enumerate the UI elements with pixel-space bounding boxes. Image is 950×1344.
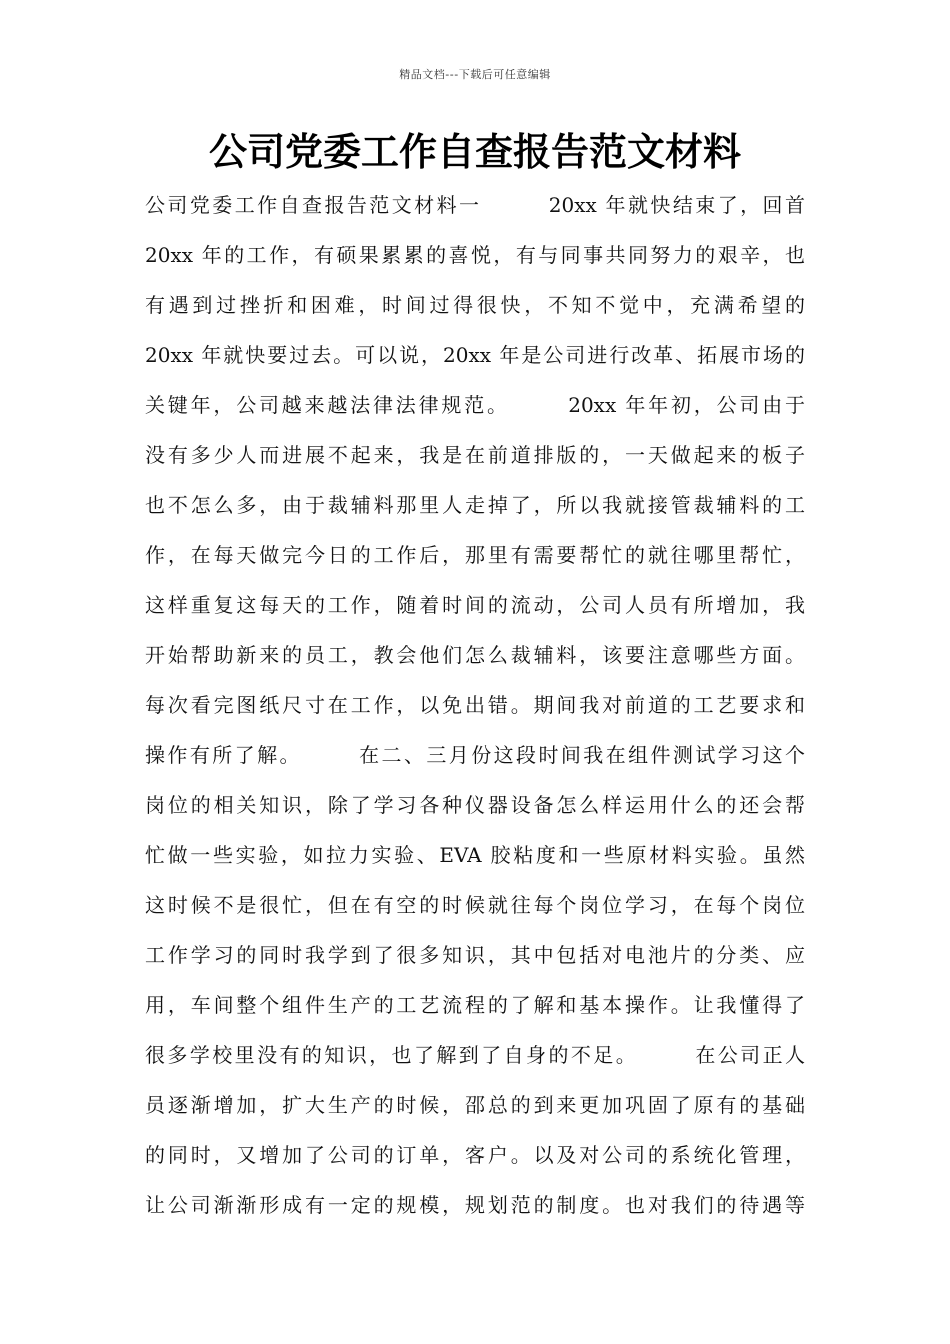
body-text: [145, 180, 805, 1230]
body-line: 的同时，又增加了公司的订单，客户。以及对公司的系统化管理，: [145, 1143, 805, 1167]
body-line: 也不怎么多，由于裁辅料那里人走掉了，所以我就接管裁辅料的工: [145, 493, 805, 517]
body-line: 作，在每天做完今日的工作后，那里有需要帮忙的就往哪里帮忙，: [145, 543, 805, 567]
body-line: 员逐渐增加，扩大生产的时候，邵总的到来更加巩固了原有的基础: [145, 1093, 805, 1117]
body-line: 关键年，公司越来越法律法律规范。 20xx 年年初，公司由于: [145, 393, 805, 417]
body-line: 操作有所了解。 在二、三月份这段时间我在组件测试学习这个: [145, 743, 805, 767]
body-line: 工作学习的同时我学到了很多知识，其中包括对电池片的分类、应: [145, 943, 805, 967]
body-line: 很多学校里没有的知识，也了解到了自身的不足。 在公司正人: [145, 1043, 805, 1067]
body-line: 没有多少人而进展不起来，我是在前道排版的，一天做起来的板子: [145, 443, 805, 467]
body-line: 有遇到过挫折和困难，时间过得很快，不知不觉中，充满希望的: [145, 293, 805, 317]
body-line: 20xx 年的工作，有硕果累累的喜悦，有与同事共同努力的艰辛，也: [145, 243, 805, 267]
body-line: 公司党委工作自查报告范文材料一 20xx 年就快结束了，回首: [145, 193, 805, 217]
body-line: 岗位的相关知识，除了学习各种仪器设备怎么样运用什么的还会帮: [145, 793, 805, 817]
document-title: 公司党委工作自查报告范文材料: [208, 130, 741, 174]
body-line: 20xx 年就快要过去。可以说，20xx 年是公司进行改革、拓展市场的: [145, 343, 805, 367]
body-line: 这时候不是很忙，但在有空的时候就往每个岗位学习，在每个岗位: [145, 893, 805, 917]
body-line: 让公司渐渐形成有一定的规模，规划范的制度。也对我们的待遇等: [145, 1193, 805, 1217]
header-note: 精品文档---下载后可任意编辑: [399, 68, 551, 81]
body-line: 开始帮助新来的员工，教会他们怎么裁辅料，该要注意哪些方面。: [145, 643, 805, 667]
body-line: 用，车间整个组件生产的工艺流程的了解和基本操作。让我懂得了: [145, 993, 805, 1017]
body-line: 每次看完图纸尺寸在工作，以免出错。期间我对前道的工艺要求和: [145, 693, 805, 717]
body-line: 这样重复这每天的工作，随着时间的流动，公司人员有所增加，我: [145, 593, 805, 617]
body-line: 忙做一些实验，如拉力实验、EVA 胶粘度和一些原材料实验。虽然: [145, 843, 805, 867]
